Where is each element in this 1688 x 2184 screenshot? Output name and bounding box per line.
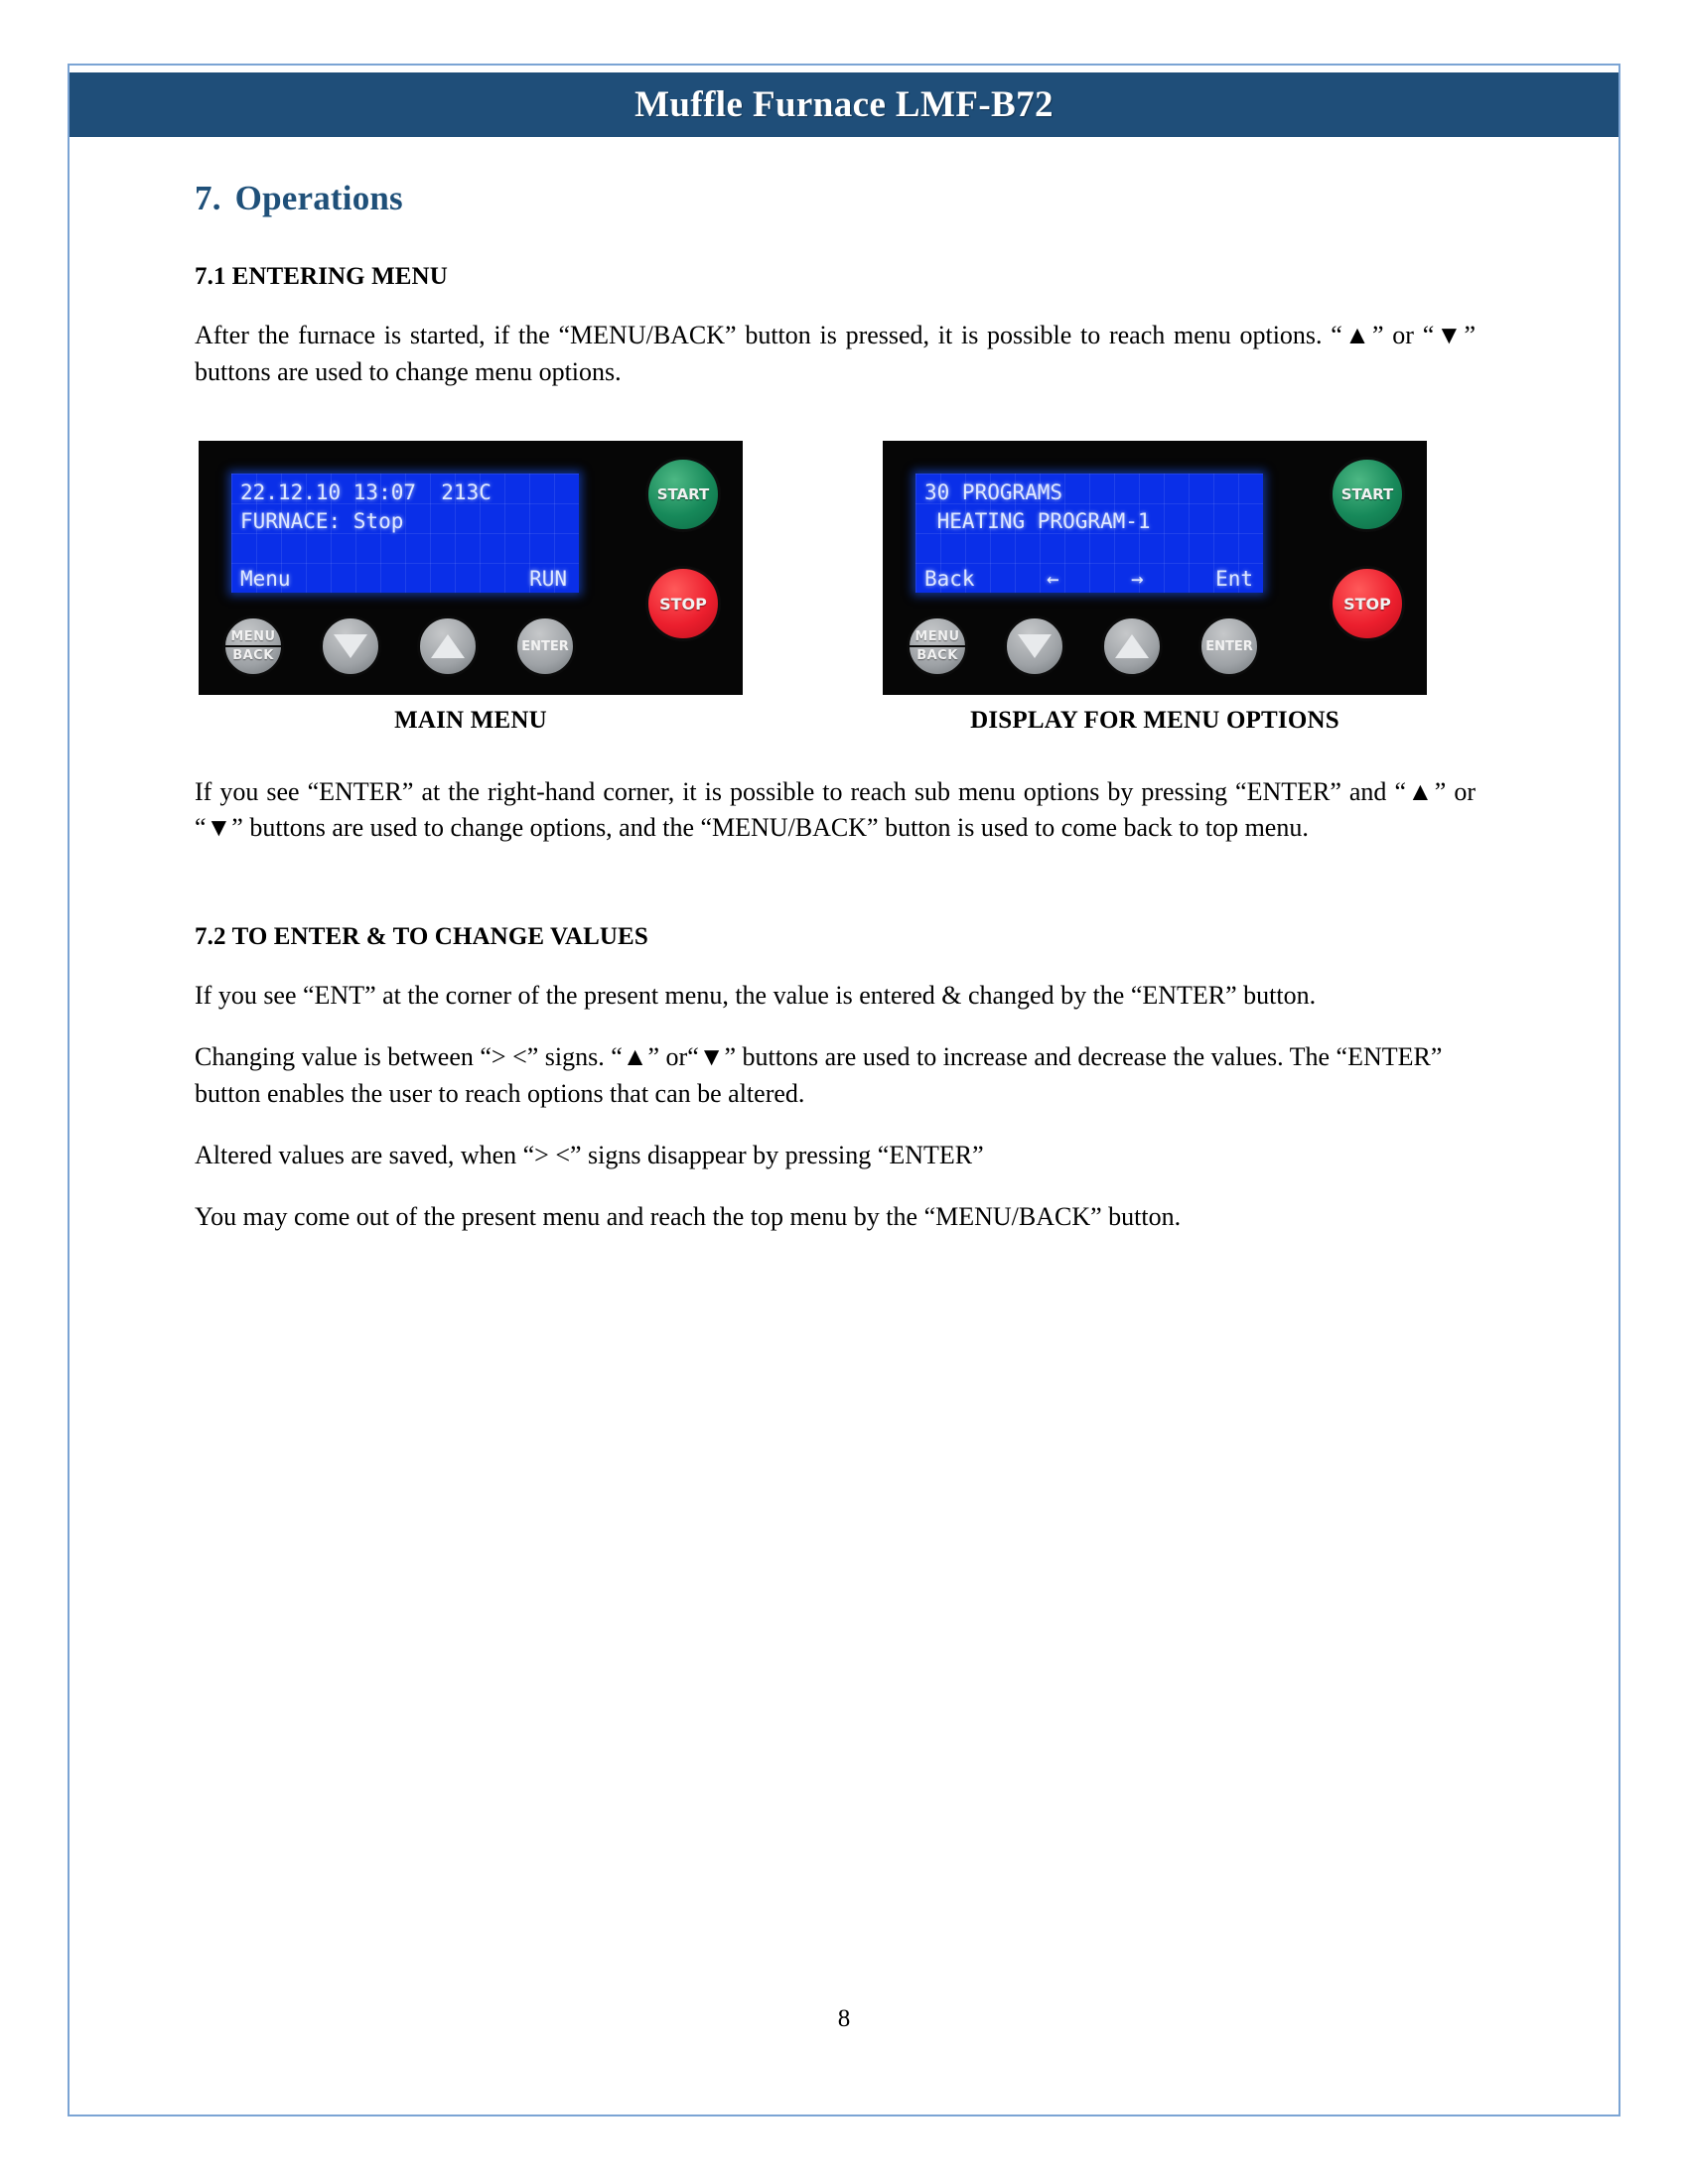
arrow-up-icon (1115, 634, 1149, 658)
back-label: BACK (232, 648, 274, 663)
stop-button[interactable]: STOP (1330, 566, 1405, 641)
lcd-softkey-back: Back (924, 567, 975, 591)
menu-label: MENU (914, 629, 960, 644)
lcd-arrow-right-icon: → (1131, 567, 1144, 591)
up-arrow-button[interactable] (417, 615, 479, 677)
paragraph-enter-submenu: If you see “ENTER” at the right-hand corner, it is possible to reach sub menu options by pressing “ENTER” and “▲” or “▼” buttons are used to change options, and the “MENU/BACK” button is used to come back to top menu. (195, 777, 1476, 843)
lcd-display-menu-options (915, 474, 1263, 593)
paragraph-ent-corner: If you see “ENT” at the corner of the present menu, the value is entered & changed by the “ENTER” button. (195, 980, 1317, 1010)
menu-label: MENU (230, 629, 276, 644)
lcd-line-blank (915, 536, 1263, 565)
caption-menu-options: DISPLAY FOR MENU OPTIONS (970, 707, 1339, 734)
lcd-line-blank (231, 536, 579, 565)
subsection-title-7-1: ENTERING MENU (231, 263, 448, 291)
lcd-softkey-menu: Menu (240, 567, 291, 591)
stop-button[interactable]: STOP (645, 566, 721, 641)
enter-button[interactable]: ENTER (1198, 615, 1260, 677)
menu-back-divider (910, 645, 965, 647)
figure-captions (199, 707, 1430, 747)
section-title: Operations (234, 179, 403, 217)
arrow-up-icon (431, 634, 465, 658)
back-label: BACK (916, 648, 958, 663)
lcd-display-main-menu (231, 474, 579, 593)
subsection-heading-7-1 (195, 262, 1476, 292)
content-top (195, 179, 1476, 390)
lcd-line-programs-count: 30 PROGRAMS (924, 480, 1063, 504)
start-button[interactable]: START (1330, 457, 1405, 532)
paragraph-altered-values: Altered values are saved, when “> <” signs disappear by pressing “ENTER” (195, 1140, 984, 1169)
page-number: 8 (837, 2005, 851, 2032)
document-header-band (70, 69, 1618, 137)
paragraph-entering-menu: After the furnace is started, if the “MENU/BACK” button is pressed, it is possible to reach menu options. “▲” or “▼” buttons are used to change menu options. (195, 321, 1476, 386)
down-arrow-button[interactable] (320, 615, 381, 677)
subsection-heading-7-2 (195, 922, 1476, 952)
lcd-line-softkeys (231, 565, 579, 594)
section-number: 7. (195, 179, 221, 217)
subsection-title-7-2: TO ENTER & TO CHANGE VALUES (231, 922, 648, 950)
lcd-line-heating-program: HEATING PROGRAM-1 (924, 509, 1151, 533)
subsection-number-7-2: 7.2 (195, 922, 226, 950)
start-button[interactable]: START (645, 457, 721, 532)
menu-back-button[interactable] (907, 615, 968, 677)
paragraph-changing-value: Changing value is between “> <” signs. “▲” or“▼” buttons are used to increase and decrease the values. The “ENTER” button enables the user to reach options that can be altered. (195, 1042, 1443, 1108)
lcd-line-furnace-status: FURNACE: Stop (240, 509, 404, 533)
paragraph-come-out-menu: You may come out of the present menu and reach the top menu by the “MENU/BACK” button. (195, 1202, 1182, 1232)
up-arrow-button[interactable] (1101, 615, 1163, 677)
lcd-line-datetime-temp: 22.12.10 13:07 213C (240, 480, 492, 504)
lcd-arrow-left-icon: ← (1046, 567, 1059, 591)
lcd-softkey-ent: Ent (1215, 567, 1253, 591)
control-panel-figures (199, 441, 1430, 695)
lcd-softkey-run: RUN (529, 567, 567, 591)
arrow-down-icon (334, 634, 367, 658)
menu-back-divider (225, 645, 281, 647)
document-title: Muffle Furnace LMF-B72 (634, 84, 1054, 125)
section-heading (195, 179, 1476, 218)
subsection-number-7-1: 7.1 (195, 263, 226, 291)
control-panel-main-menu (199, 441, 743, 695)
lcd-line-softkeys (915, 565, 1263, 594)
control-panel-menu-options (883, 441, 1427, 695)
content-lower (195, 774, 1476, 1236)
caption-main-menu: MAIN MENU (394, 707, 547, 734)
down-arrow-button[interactable] (1004, 615, 1065, 677)
enter-button[interactable]: ENTER (514, 615, 576, 677)
arrow-down-icon (1018, 634, 1052, 658)
menu-back-button[interactable] (222, 615, 284, 677)
